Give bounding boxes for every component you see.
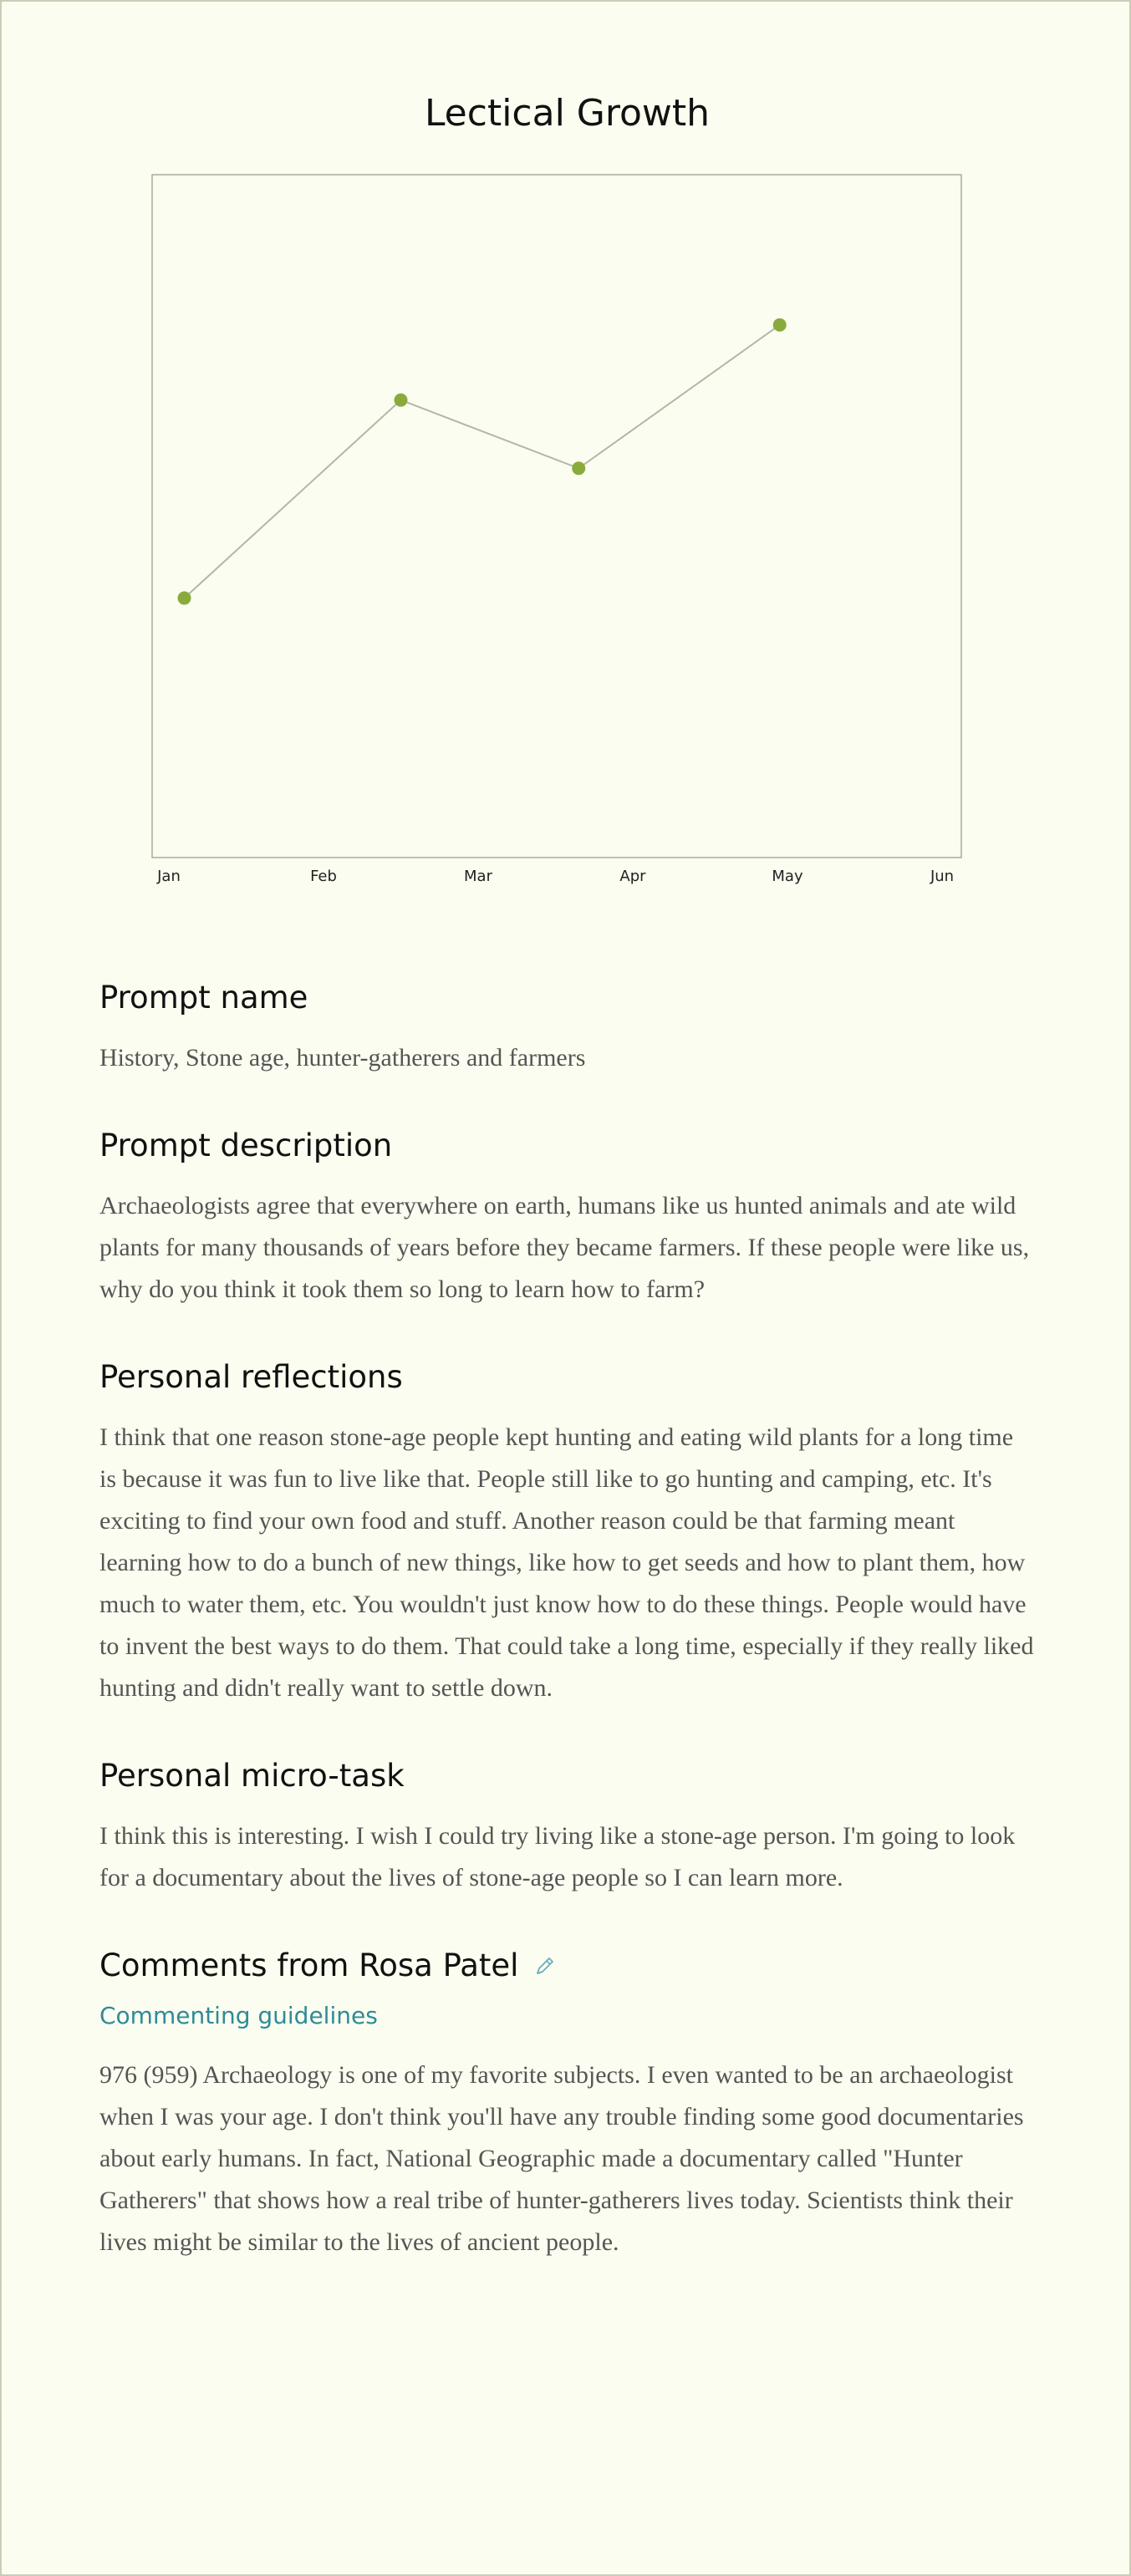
personal-micro-task-heading: Personal micro-task (99, 1758, 405, 1794)
comments-heading: Comments from Rosa Patel (99, 1947, 519, 1983)
prompt-name-heading: Prompt name (99, 980, 308, 1016)
prompt-description-text: Archaeologists agree that everywhere on earth, humans like us hunted animals and ate wild plants for many thousands of years before they became farmers. If these people were like us, why do you think it took them so long to learn how to farm? (99, 1192, 1030, 1303)
series-line (185, 325, 780, 598)
personal-micro-task-text: I think this is interesting. I wish I could try living like a stone-age person. I'm going to look for a documentary about the lives of stone-age people so I can learn more. (99, 1822, 1016, 1891)
prompt-description-heading: Prompt description (99, 1128, 393, 1163)
data-point (572, 461, 585, 475)
comments-heading-row (99, 1947, 1036, 1985)
prompt-name-text: History, Stone age, hunter-gatherers and farmers (99, 1044, 586, 1072)
personal-micro-task-section (99, 1758, 1036, 1899)
comments-section (99, 1947, 1036, 2263)
x-tick-label: Jun (930, 868, 955, 885)
comment-text: 976 (959) Archaeology is one of my favorite subjects. I even wanted to be an archaeologist when I was your age. I don't think you'll have any trouble finding some good documentaries about early humans. In fact, National Geographic made a documentary called "Hunter Gatherers" that shows how a real tribe of hunter-gatherers lives today. Scientists think their lives might be similar to the lives of ancient people. (99, 2061, 1024, 2256)
x-tick-label: Feb (310, 868, 337, 885)
x-tick-label: Apr (619, 868, 646, 885)
chart-title: Lectical Growth (424, 92, 711, 135)
x-tick-label: Jan (157, 868, 181, 885)
series-points (178, 318, 787, 605)
lectical-growth-chart (2, 2, 1131, 921)
personal-reflections-text: I think that one reason stone-age people kept hunting and eating wild plants for a long time is because it was fun to live like that. People still like to go hunting and camping, etc. It's exciting to find your own food and stuff. Another reason could be that farming meant learning how to do a bunch of new things, like how to get seeds and how to plant them, how much to water them, etc. You wouldn't just know how to do these things. People would have to invent the best ways to do them. That could take a long time, especially if they really liked hunting and didn't really want to settle down. (99, 1423, 1034, 1702)
x-tick-label: Mar (464, 868, 492, 885)
personal-reflections-section (99, 1359, 1036, 1709)
x-axis-ticks (156, 868, 954, 885)
data-point (395, 394, 408, 407)
prompt-description-section (99, 1128, 1036, 1311)
personal-reflections-heading: Personal reflections (99, 1359, 403, 1395)
commenting-guidelines-link[interactable]: Commenting guidelines (99, 2002, 378, 2029)
prompt-name-section (99, 980, 1036, 1079)
reflection-content (99, 980, 1036, 2312)
x-tick-label: May (772, 868, 803, 885)
pencil-icon[interactable] (533, 1949, 557, 1985)
data-point (773, 318, 787, 332)
data-point (178, 592, 191, 605)
